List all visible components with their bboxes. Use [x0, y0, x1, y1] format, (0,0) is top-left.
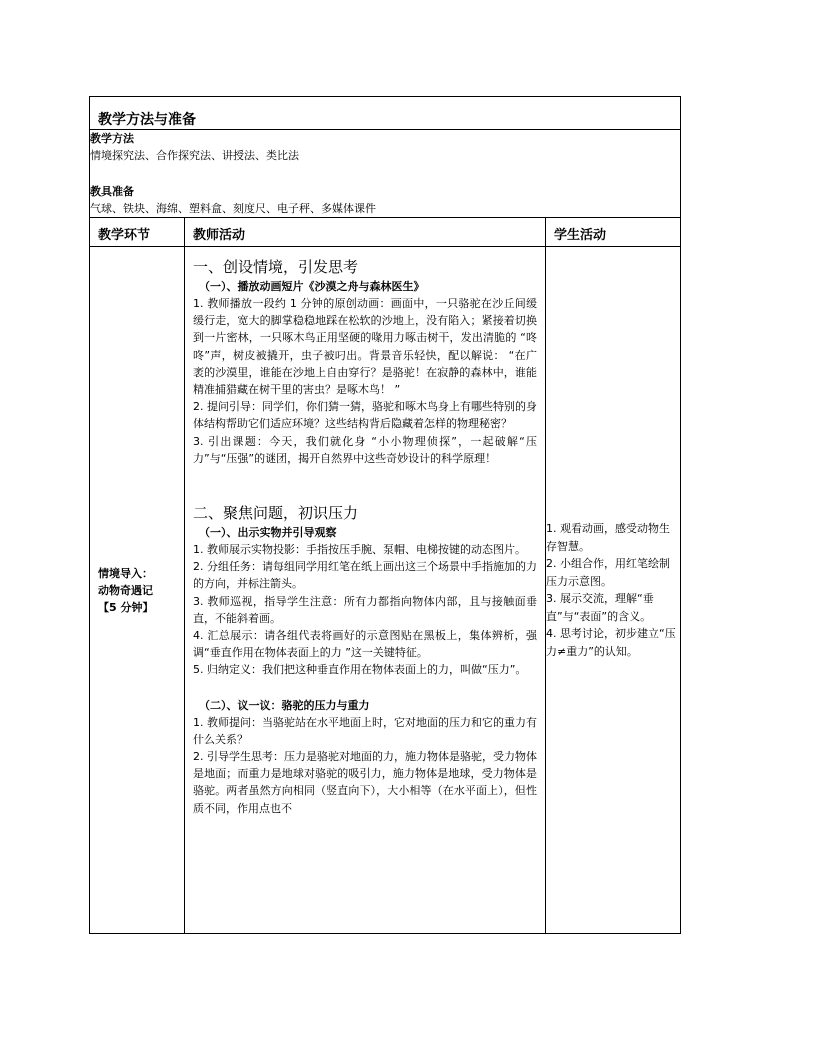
methods-label: 教学方法 — [90, 132, 134, 145]
part2-paragraph-4: 4. 汇总展示：请各组代表将画好的示意图贴在黑板上，集体辨析，强调“垂直作用在物体表面上的力 ”这一关键特征。 — [193, 629, 537, 660]
student-item-3: 3. 展示交流，理解“垂直”与“表面”的含义。 — [546, 592, 654, 623]
part1-subheading: （一）、播放动画短片《沙漠之舟与森林医生》 — [199, 280, 425, 293]
part1-heading: 一、创设情境，引发思考 — [193, 258, 359, 276]
methods-text: 情境探究法、合作探究法、讲授法、类比法 — [90, 149, 299, 162]
stage-line-1: 情境导入： — [98, 566, 153, 580]
student-activity-cell — [546, 247, 681, 934]
lesson-plan-table — [89, 96, 681, 934]
part2-subheading-1: （一）、出示实物并引导观察 — [199, 526, 337, 540]
part2-paragraph-1: 1. 教师展示实物投影：手指按压手腕、泵帽、电梯按键的动态图片。 — [193, 543, 526, 557]
part2-heading: 二、聚焦问题，初识压力 — [193, 504, 359, 523]
section-title: 教学方法与准备 — [98, 112, 196, 128]
part2-paragraph-3: 3. 教师巡视，指导学生注意：所有力都指向物体内部，且与接触面垂直，不能斜着画。 — [193, 594, 537, 625]
part2-subheading-2: （二）、议一议：骆驼的压力与重力 — [199, 698, 370, 712]
column-header-teacher: 教师活动 — [185, 218, 546, 247]
teacher-activity-cell — [185, 247, 546, 934]
part1-paragraph-3: 3. 引出课题：今天，我们就化身 “小小物理侦探”，一起破解“压力”与“压强”的谜团，揭开自然界中这些奇妙设计的科学原理！ — [193, 434, 537, 465]
stage-cell — [90, 247, 185, 934]
column-header-student: 学生活动 — [546, 218, 681, 247]
tools-text: 气球、铁块、海绵、塑料盒、刻度尺、电子秤、多媒体课件 — [90, 202, 376, 215]
column-header-stage: 教学环节 — [90, 218, 185, 247]
part2-paragraph-5: 5. 归纳定义：我们把这种垂直作用在物体表面上的力，叫做“压力”。 — [193, 663, 527, 677]
methods-tools-cell — [90, 130, 681, 218]
part1-paragraph-1: 1. 教师播放一段约 1 分钟的原创动画：画面中，一只骆驼在沙丘间缓缓行走，宽大的脚掌稳稳地踩在松软的沙地上，没有陷入；紧接着切换到一片密林，一只啄木鸟正用坚硬的喙用力啄击树干，发出清脆的 “咚咚”声，树皮被撬开，虫子被叼出。背景音乐轻快，配以解说： “在广袤的沙漠里，谁能在沙地上自由穿行？是骆驼！在寂静的森林中，谁能精准捕猎藏在树干里的害虫？是啄木鸟！ ” — [193, 297, 537, 397]
student-item-1: 1. 观看动画，感受动物生存智慧。 — [546, 522, 670, 553]
tools-label: 教具准备 — [90, 185, 134, 198]
part2-paragraph-7: 2. 引导学生思考：压力是骆驼对地面的力，施力物体是骆驼，受力物体是地面；而重力是地球对骆驼的吸引力，施力物体是地球，受力物体是骆驼。两者虽然方向相同（竖直向下），大小相等（在水平面上），但性质不同，作用点也不 — [193, 750, 537, 815]
part1-paragraph-2: 2. 提问引导：同学们，你们猜一猜，骆驼和啄木鸟身上有哪些特别的身体结构帮助它们适应环境？这些结构背后隐藏着怎样的物理秘密？ — [193, 400, 537, 431]
student-item-2: 2. 小组合作，用红笔绘制压力示意图。 — [546, 557, 670, 588]
lesson-plan-page — [89, 96, 680, 954]
student-item-4: 4. 思考讨论，初步建立“压力≠重力”的认知。 — [546, 627, 676, 658]
part2-paragraph-6: 1. 教师提问：当骆驼站在水平地面上时，它对地面的压力和它的重力有什么关系？ — [193, 715, 537, 746]
section-title-cell — [90, 97, 681, 130]
stage-line-2: 动物奇遇记 — [98, 583, 153, 597]
part2-paragraph-2: 2. 分组任务：请每组同学用红笔在纸上画出这三个场景中手指施加的力的方向，并标注箭头。 — [193, 560, 537, 591]
stage-line-3: 【5 分钟】 — [98, 600, 154, 614]
